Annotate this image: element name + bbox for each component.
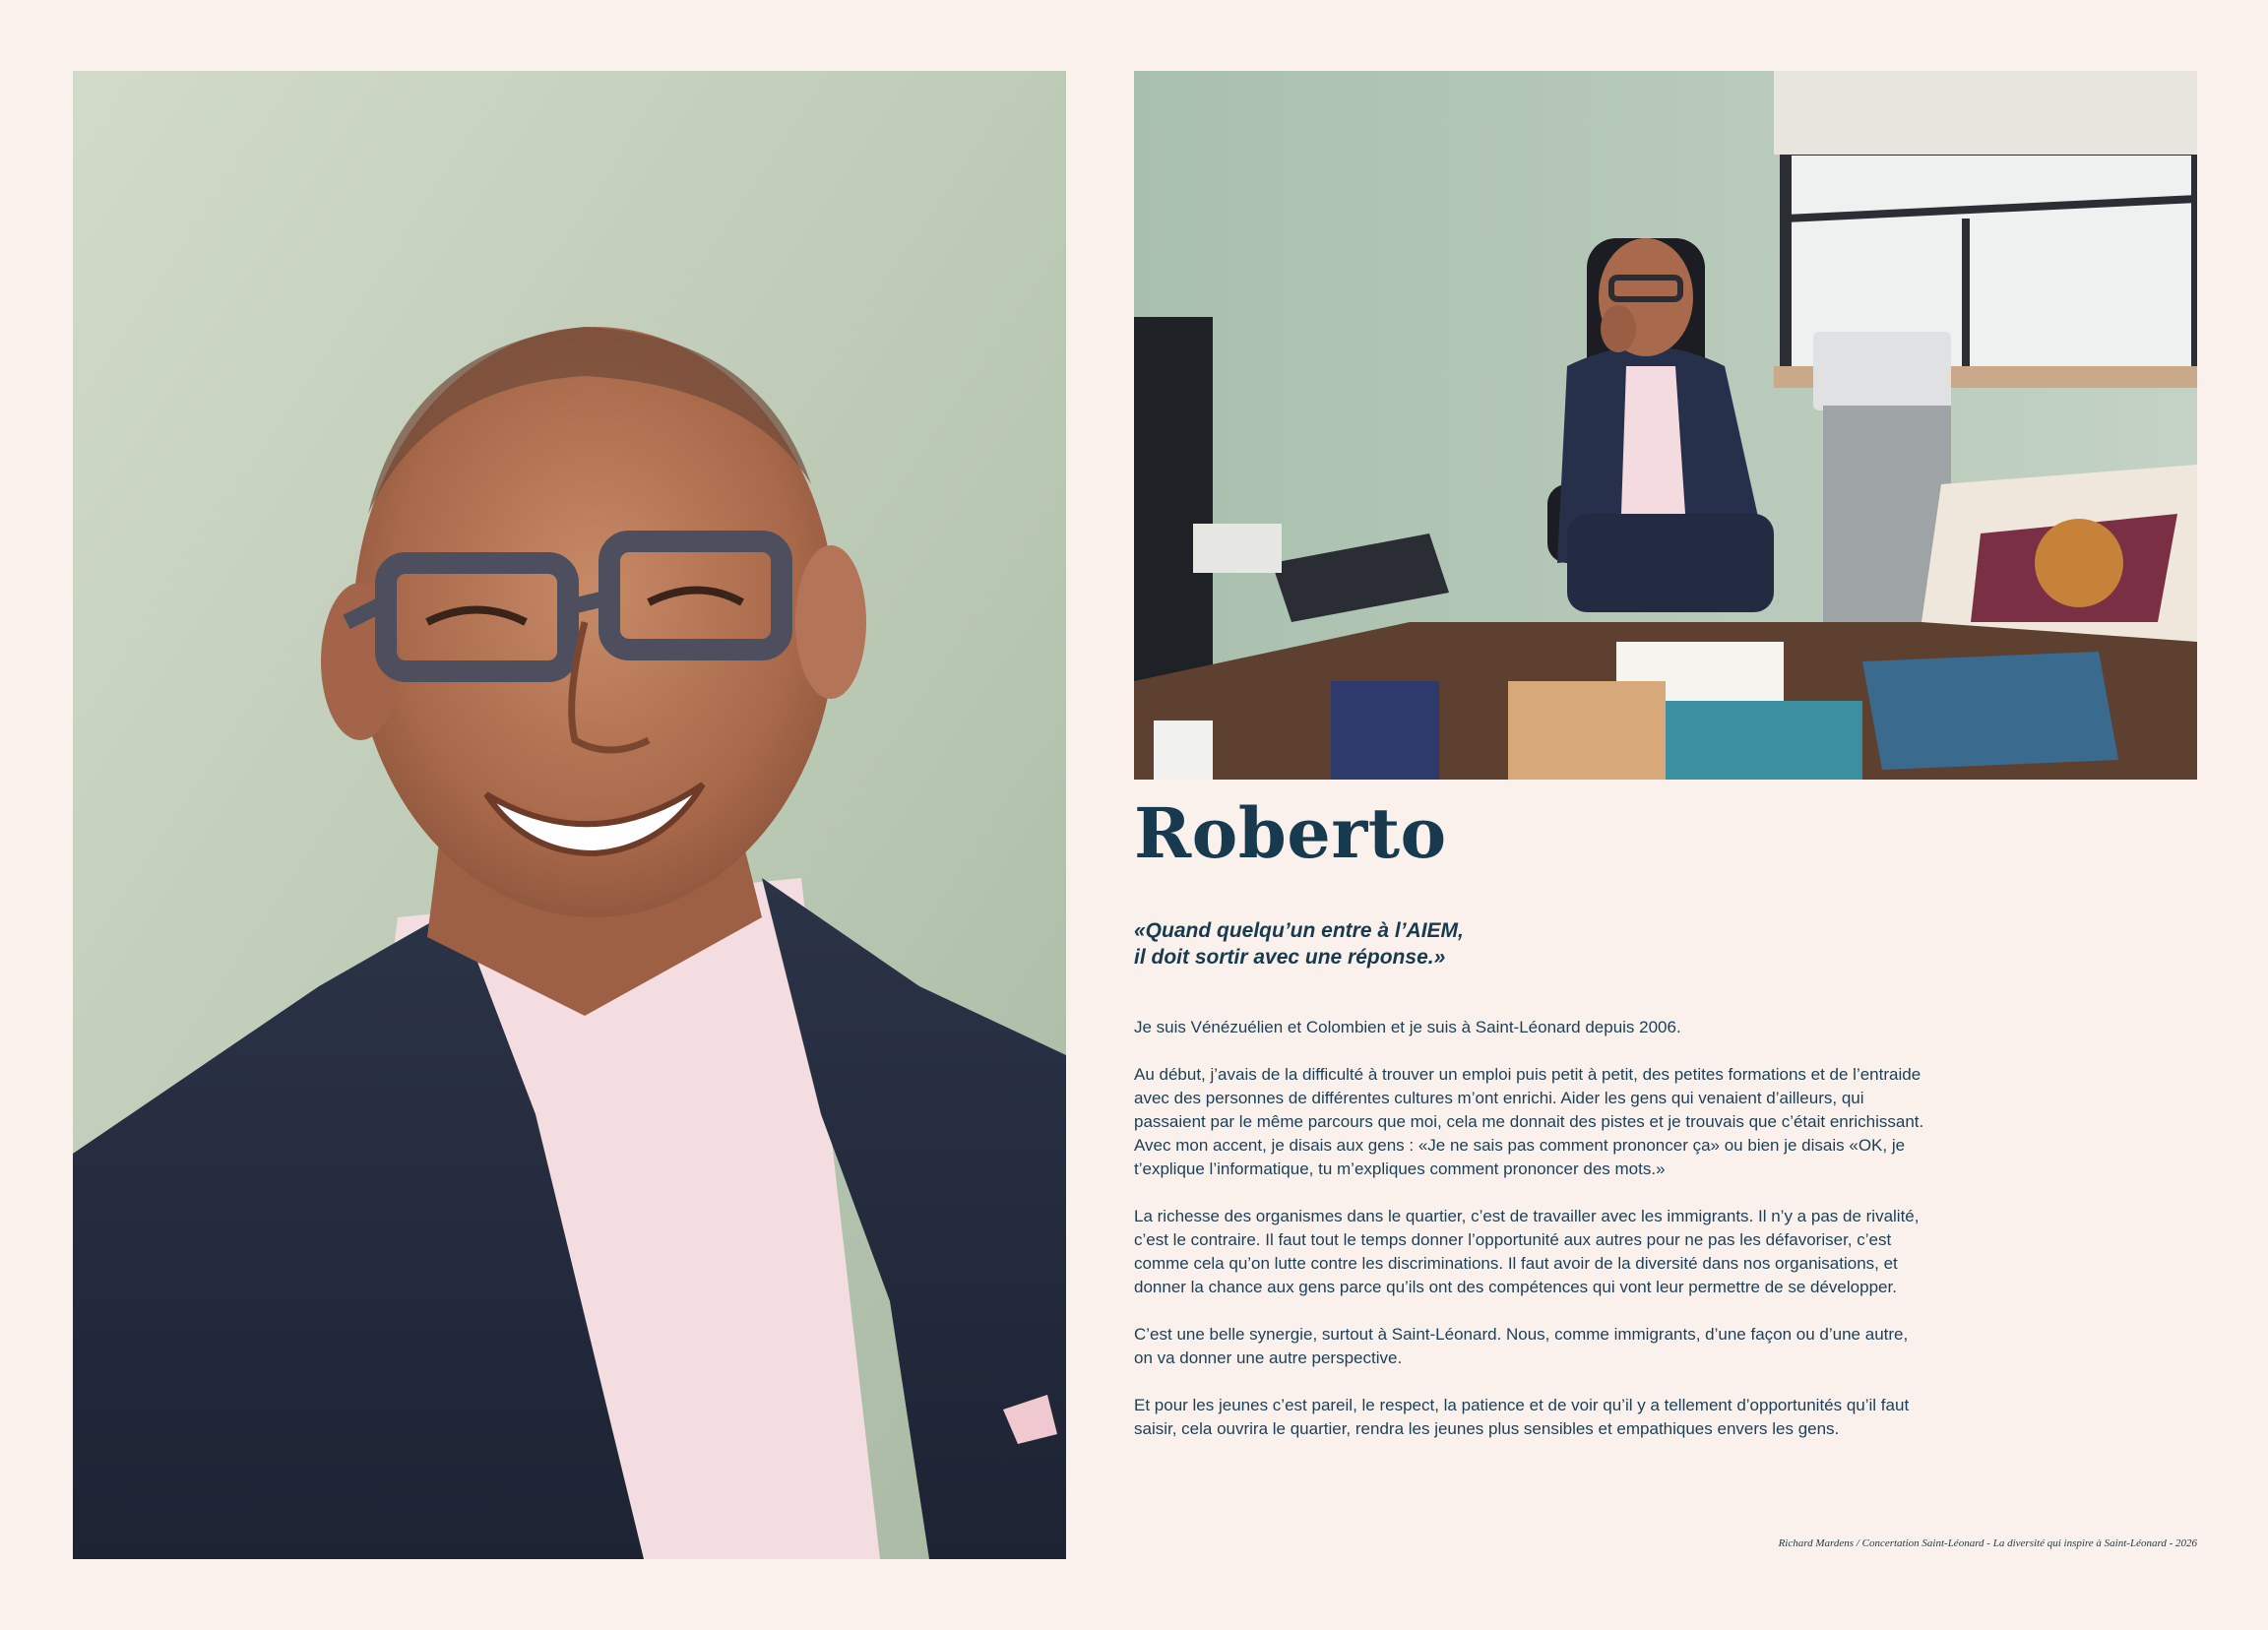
paragraph: Je suis Vénézuélien et Colombien et je suis à Saint-Léonard depuis 2006. [1134,1018,1681,1036]
profile-name: Roberto [1134,792,1447,874]
pull-quote: «Quand quelqu’un entre à l’AIEM, il doit sortir avec une réponse.» [1134,919,1464,969]
paragraph: Et pour les jeunes c’est pareil, le respect, la patience et de voir qu’il y a tellement d’opportunités qu’il faut saisir, cela ouvrira le quartier, rendra les jeunes plus sensibles et empathiques envers les gens. [1134,1396,1910,1438]
testimony-body [1134,1016,1990,1465]
office-photo [1134,71,2197,780]
portrait-illustration [73,71,1066,1559]
paragraph: C’est une belle synergie, surtout à Saint-Léonard. Nous, comme immigrants, d’une façon ou d’une autre, on va donner une autre perspective. [1134,1325,1909,1367]
photo-credit: Richard Mardens / Concertation Saint-Léonard - La diversité qui inspire à Saint-Léonard - 2026 [1778,1537,2197,1549]
portrait-photo [73,71,1066,1559]
paragraph: La richesse des organismes dans le quartier, c’est de travailler avec les immigrants. Il n’y a pas de rivalité, c’est le contraire. Il faut tout le temps donner l’opportunité aux autres pour ne pas les défavoriser, c’est comme cela qu’on lutte contre les discriminations. Il faut avoir de la diversité dans nos organisations, et donner la chance aux gens parce qu’ils ont des compétences qui vont leur permettre de se développer. [1134,1207,1920,1296]
office-illustration [1134,71,2197,780]
paragraph: Au début, j’avais de la difficulté à trouver un emploi puis petit à petit, des petites formations et de l’entraide avec des personnes de différentes cultures m’ont enrichi. Aider les gens qui venaient d’ailleurs, qui passaient par le même parcours que moi, cela me donnait des pistes et je trouvais que c’était enrichissant. Avec mon accent, je disais aux gens : «Je ne sais pas comment prononcer ça» ou bien je disais «OK, je t’explique l’informatique, tu m’expliques comment prononcer des mots.» [1134,1065,1924,1178]
